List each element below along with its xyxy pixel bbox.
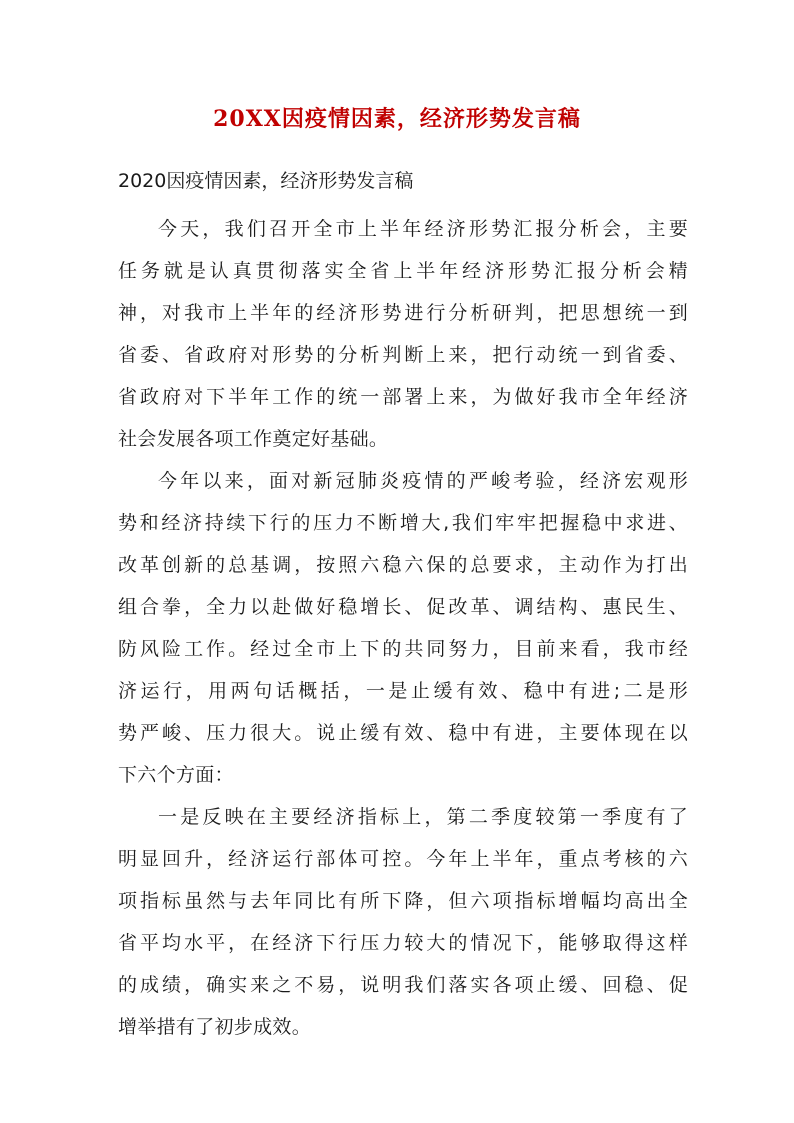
paragraph-line: 下六个方面： [118, 764, 234, 786]
paragraph-line: 今年以来，面对新冠肺炎疫情的严峻考验，经济宏观形 [158, 470, 688, 492]
paragraph [118, 460, 688, 796]
paragraph-line: 项指标虽然与去年同比有所下降，但六项指标增幅均高出全 [118, 890, 688, 912]
paragraph-line: 社会发展各项工作奠定好基础。 [118, 428, 389, 450]
paragraph-line: 省平均水平，在经济下行压力较大的情况下，能够取得这样 [118, 932, 688, 954]
paragraph-line: 任务就是认真贯彻落实全省上半年经济形势汇报分析会精 [118, 260, 688, 282]
paragraph [118, 796, 688, 1048]
paragraph-line: 神，对我市上半年的经济形势进行分析研判，把思想统一到 [118, 302, 688, 324]
paragraph-line: 势严峻、压力很大。说止缓有效、稳中有进，主要体现在以 [118, 722, 688, 744]
paragraph-line: 改革创新的总基调，按照六稳六保的总要求，主动作为打出 [118, 554, 688, 576]
paragraph-line: 防风险工作。经过全市上下的共同努力，目前来看，我市经 [118, 638, 688, 660]
document-body [118, 208, 688, 1048]
paragraph-line: 的成绩，确实来之不易，说明我们落实各项止缓、回稳、促 [118, 974, 688, 996]
document-title: 20XX因疫情因素，经济形势发言稿 [213, 106, 581, 132]
paragraph-line: 济运行，用两句话概括，一是止缓有效、稳中有进;二是形 [118, 680, 688, 702]
paragraph-line: 省政府对下半年工作的统一部署上来，为做好我市全年经济 [118, 386, 688, 408]
paragraph-line: 增举措有了初步成效。 [118, 1016, 312, 1038]
paragraph-line: 势和经济持续下行的压力不断增大,我们牢牢把握稳中求进、 [118, 512, 688, 534]
paragraph-line: 一是反映在主要经济指标上，第二季度较第一季度有了 [158, 806, 688, 828]
paragraph-line: 明显回升，经济运行部体可控。今年上半年，重点考核的六 [118, 848, 688, 870]
paragraph-line: 今天，我们召开全市上半年经济形势汇报分析会，主要 [158, 218, 688, 240]
paragraph-line: 组合拳，全力以赴做好稳增长、促改革、调结构、惠民生、 [118, 596, 688, 618]
document-subtitle: 2020因疫情因素，经济形势发言稿 [118, 170, 414, 192]
paragraph-line: 省委、省政府对形势的分析判断上来，把行动统一到省委、 [118, 344, 688, 366]
paragraph [118, 208, 688, 460]
